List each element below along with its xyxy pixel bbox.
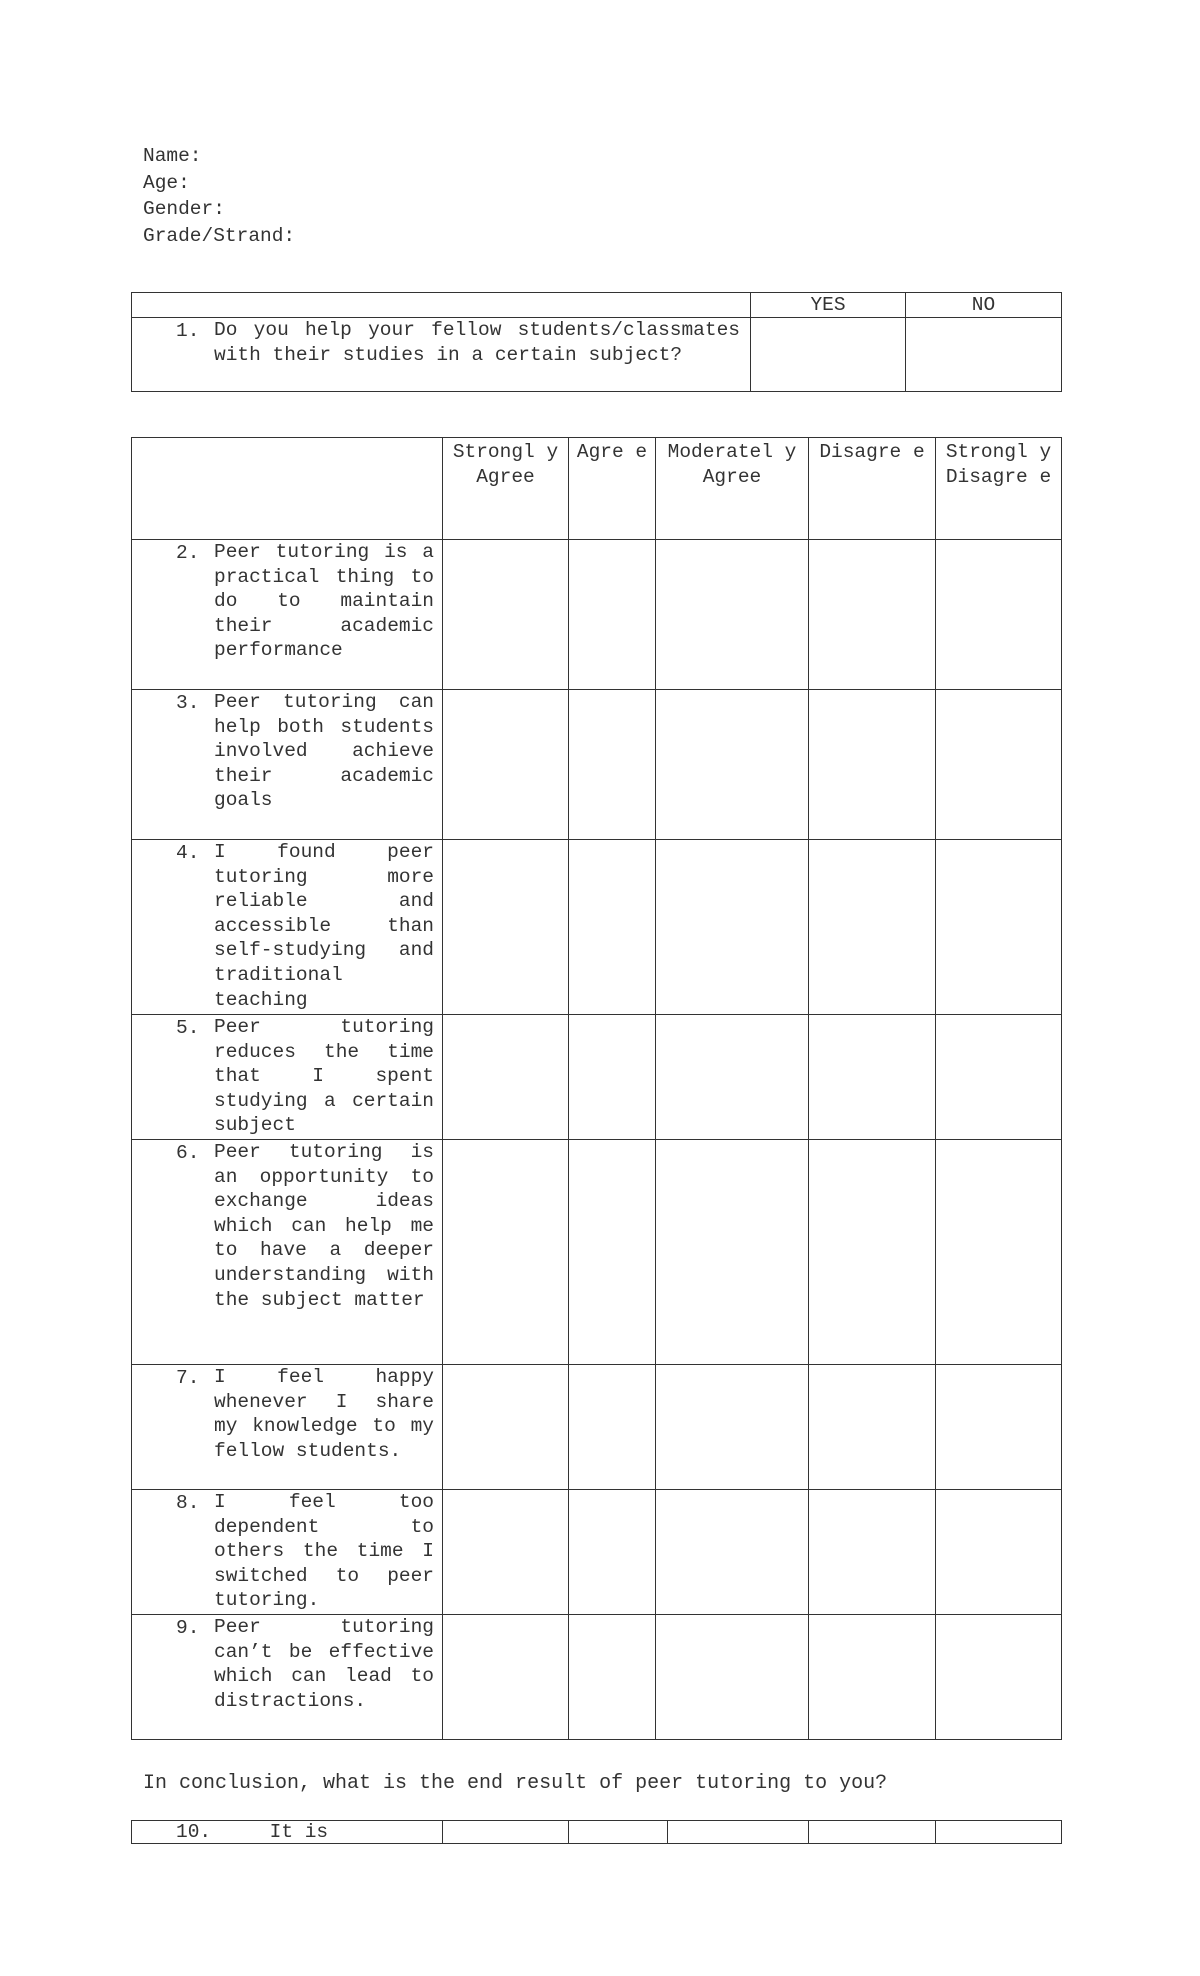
answer-cell-disagree[interactable] [809, 840, 936, 1015]
likert-row [132, 1490, 1062, 1615]
answer-cell-strongly-disagree[interactable] [936, 1615, 1062, 1740]
gender-field-label: Gender: [143, 198, 225, 220]
answer-cell-disagree[interactable] [809, 690, 936, 840]
answer-cell-moderately-agree[interactable] [656, 1015, 809, 1140]
conclusion-prompt: In conclusion, what is the end result of peer tutoring to you? [143, 1772, 888, 1795]
answer-cell-moderately-agree[interactable] [656, 1140, 809, 1365]
question-cell [132, 1365, 443, 1490]
question-text: I feel happy whenever I share my knowledge to my fellow students. [214, 1366, 434, 1462]
question-number: 5. [176, 1017, 200, 1039]
answer-cell-strongly-disagree[interactable] [936, 540, 1062, 690]
name-field-label: Name: [143, 145, 202, 167]
question-text: Peer tutoring can help both students involved achieve their academic goals [214, 691, 434, 812]
question-10-answer-cell[interactable] [569, 1821, 668, 1844]
question-text: I feel too dependent to others the time I switched to peer tutoring. [214, 1491, 434, 1612]
question-cell [132, 840, 443, 1015]
answer-cell-strongly-agree[interactable] [443, 840, 569, 1015]
question-text: I found peer tutoring more reliable and accessible than self-studying and traditional teaching [214, 841, 434, 1011]
header-strongly-agree: Strongl y Agree [443, 438, 569, 540]
question-text: Peer tutoring can’t be effective which can lead to distractions. [214, 1616, 434, 1712]
likert-rows [132, 540, 1062, 1740]
question-cell [132, 1140, 443, 1365]
grade-strand-field-label: Grade/Strand: [143, 224, 296, 247]
no-header: NO [906, 293, 1062, 318]
answer-cell-strongly-disagree[interactable] [936, 1140, 1062, 1365]
yes-no-header-blank [132, 293, 751, 318]
question-10-answer-cell[interactable] [809, 1821, 936, 1844]
question-number: 4. [176, 842, 200, 864]
question-text: Peer tutoring is a practical thing to do to maintain their academic performance [214, 541, 434, 662]
answer-cell-agree[interactable] [569, 690, 656, 840]
answer-cell-strongly-disagree[interactable] [936, 1015, 1062, 1140]
answer-cell-strongly-agree[interactable] [443, 540, 569, 690]
question-number: 9. [176, 1617, 200, 1639]
likert-table [131, 437, 1062, 1740]
question-text: Peer tutoring reduces the time that I spent studying a certain subject [214, 1016, 434, 1137]
answer-cell-strongly-agree[interactable] [443, 1490, 569, 1615]
header-disagree: Disagre e [809, 438, 936, 540]
question-10-answer-cell[interactable] [443, 1821, 569, 1844]
answer-cell-agree[interactable] [569, 1015, 656, 1140]
answer-cell-strongly-agree[interactable] [443, 1140, 569, 1365]
question-cell [132, 690, 443, 840]
answer-cell-agree[interactable] [569, 1365, 656, 1490]
header-strongly-disagree: Strongl y Disagre e [936, 438, 1062, 540]
question-1-cell [132, 318, 751, 392]
answer-cell-disagree[interactable] [809, 1015, 936, 1140]
age-field-label: Age: [143, 171, 190, 194]
answer-cell-disagree[interactable] [809, 1140, 936, 1365]
answer-cell-agree[interactable] [569, 540, 656, 690]
answer-cell-strongly-agree[interactable] [443, 1015, 569, 1140]
likert-header-blank [132, 438, 443, 540]
question-number: 7. [176, 1367, 200, 1389]
answer-cell-strongly-agree[interactable] [443, 1365, 569, 1490]
answer-cell-agree[interactable] [569, 1140, 656, 1365]
question-cell [132, 540, 443, 690]
likert-row [132, 840, 1062, 1015]
question-10-cell: 10. It is [132, 1821, 443, 1844]
answer-cell-strongly-disagree[interactable] [936, 1365, 1062, 1490]
question-1-number: 1. [176, 320, 200, 342]
question-cell [132, 1490, 443, 1615]
question-1-yes-cell[interactable] [751, 318, 906, 392]
answer-cell-strongly-disagree[interactable] [936, 690, 1062, 840]
question-number: 8. [176, 1492, 200, 1514]
likert-row [132, 1015, 1062, 1140]
question-cell [132, 1615, 443, 1740]
question-text: Peer tutoring is an opportunity to exchange ideas which can help me to have a deeper understanding with the subject matter [214, 1141, 434, 1311]
question-10-answer-cell[interactable] [936, 1821, 1062, 1844]
answer-cell-moderately-agree[interactable] [656, 840, 809, 1015]
answer-cell-moderately-agree[interactable] [656, 1365, 809, 1490]
answer-cell-agree[interactable] [569, 1490, 656, 1615]
answer-cell-disagree[interactable] [809, 1490, 936, 1615]
answer-cell-strongly-agree[interactable] [443, 690, 569, 840]
likert-row [132, 1615, 1062, 1740]
header-agree: Agre e [569, 438, 656, 540]
question-10-table [131, 1820, 1062, 1844]
answer-cell-disagree[interactable] [809, 540, 936, 690]
answer-cell-moderately-agree[interactable] [656, 1490, 809, 1615]
likert-row [132, 1365, 1062, 1490]
answer-cell-disagree[interactable] [809, 1365, 936, 1490]
question-1-text: Do you help your fellow students/classmates with their studies in a certain subject? [214, 319, 740, 366]
question-cell [132, 1015, 443, 1140]
likert-row [132, 1140, 1062, 1365]
answer-cell-agree[interactable] [569, 1615, 656, 1740]
answer-cell-strongly-disagree[interactable] [936, 1490, 1062, 1615]
header-moderately-agree: Moderatel y Agree [656, 438, 809, 540]
answer-cell-moderately-agree[interactable] [656, 690, 809, 840]
yes-header: YES [751, 293, 906, 318]
question-number: 2. [176, 542, 200, 564]
answer-cell-moderately-agree[interactable] [656, 1615, 809, 1740]
question-number: 3. [176, 692, 200, 714]
answer-cell-strongly-disagree[interactable] [936, 840, 1062, 1015]
question-number: 6. [176, 1142, 200, 1164]
question-1-no-cell[interactable] [906, 318, 1062, 392]
answer-cell-agree[interactable] [569, 840, 656, 1015]
answer-cell-disagree[interactable] [809, 1615, 936, 1740]
yes-no-table [131, 292, 1062, 392]
likert-row [132, 690, 1062, 840]
answer-cell-strongly-agree[interactable] [443, 1615, 569, 1740]
question-10-answer-cell[interactable] [668, 1821, 809, 1844]
respondent-info [143, 143, 295, 249]
answer-cell-moderately-agree[interactable] [656, 540, 809, 690]
likert-row [132, 540, 1062, 690]
